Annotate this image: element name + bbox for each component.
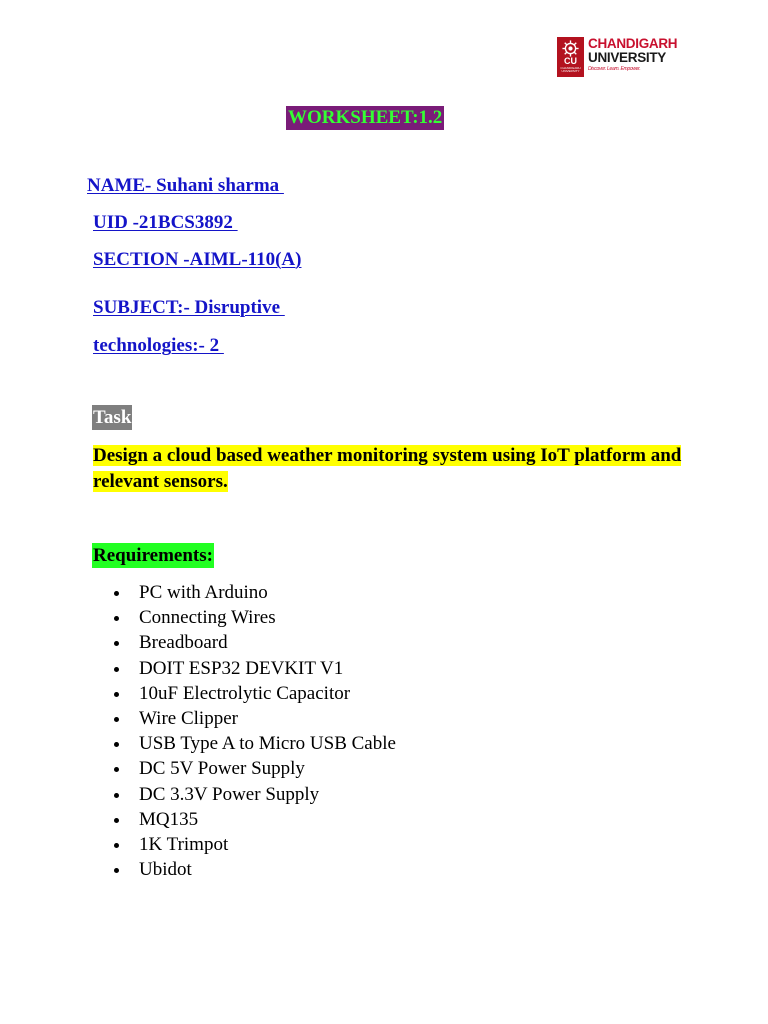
student-section: SECTION -AIML-110(A) — [93, 249, 302, 270]
bullet-icon — [114, 742, 119, 747]
seal-small-text: CHANDIGARH UNIVERSITY — [560, 66, 581, 73]
bullet-icon — [114, 717, 119, 722]
requirement-text: DOIT ESP32 DEVKIT V1 — [139, 657, 344, 679]
requirements-heading: Requirements: — [93, 545, 213, 566]
logo-tagline: Discover. Learn. Empower. — [588, 66, 641, 72]
worksheet-title: WORKSHEET:1.2 — [288, 107, 443, 128]
requirement-text: USB Type A to Micro USB Cable — [139, 733, 396, 755]
requirement-item — [112, 580, 396, 605]
subject-line-1: SUBJECT:- Disruptive — [93, 297, 285, 318]
bullet-icon — [114, 667, 119, 672]
university-logo — [557, 37, 679, 81]
bullet-icon — [114, 641, 119, 646]
requirement-item — [112, 630, 396, 655]
bullet-icon — [114, 767, 119, 772]
university-seal — [557, 37, 584, 77]
requirement-item — [112, 605, 396, 630]
logo-line-chandigarh: CHANDIGARH — [588, 36, 678, 51]
student-uid: UID -21BCS3892 — [93, 212, 238, 233]
requirement-text: DC 3.3V Power Supply — [139, 783, 320, 805]
requirement-item — [112, 731, 396, 756]
requirement-item — [112, 857, 396, 882]
requirement-text: Ubidot — [139, 859, 192, 881]
requirement-item — [112, 656, 396, 681]
requirement-text: 1K Trimpot — [139, 834, 229, 856]
task-description — [93, 443, 693, 495]
requirement-text: MQ135 — [139, 808, 199, 830]
requirement-text: PC with Arduino — [139, 582, 268, 603]
requirement-item — [112, 832, 396, 857]
requirement-item — [112, 706, 396, 731]
bullet-icon — [114, 616, 119, 621]
bullet-icon — [114, 868, 119, 873]
seal-emblem-icon — [562, 40, 579, 57]
requirement-text: Connecting Wires — [139, 607, 276, 629]
bullet-icon — [114, 591, 119, 596]
requirements-list — [112, 580, 396, 882]
requirement-item — [112, 756, 396, 781]
bullet-icon — [114, 793, 119, 798]
logo-line-university: UNIVERSITY — [588, 50, 667, 65]
subject-line-2: technologies:- 2 — [93, 335, 224, 356]
requirement-text: Breadboard — [139, 632, 228, 654]
requirement-text: 10uF Electrolytic Capacitor — [139, 682, 351, 704]
bullet-icon — [114, 692, 119, 697]
requirement-item — [112, 782, 396, 807]
logo-wordmark — [588, 37, 677, 73]
requirement-text: DC 5V Power Supply — [139, 758, 305, 780]
requirement-item — [112, 681, 396, 706]
bullet-icon — [114, 843, 119, 848]
bullet-icon — [114, 818, 119, 823]
requirement-item — [112, 807, 396, 832]
requirement-text: Wire Clipper — [139, 708, 238, 730]
task-description-text: Design a cloud based weather monitoring system using IoT platform and relevant sensors. — [93, 445, 682, 492]
task-heading: Task — [93, 407, 132, 428]
seal-cu-text: CU — [564, 56, 577, 66]
student-name: NAME- Suhani sharma — [87, 175, 284, 196]
